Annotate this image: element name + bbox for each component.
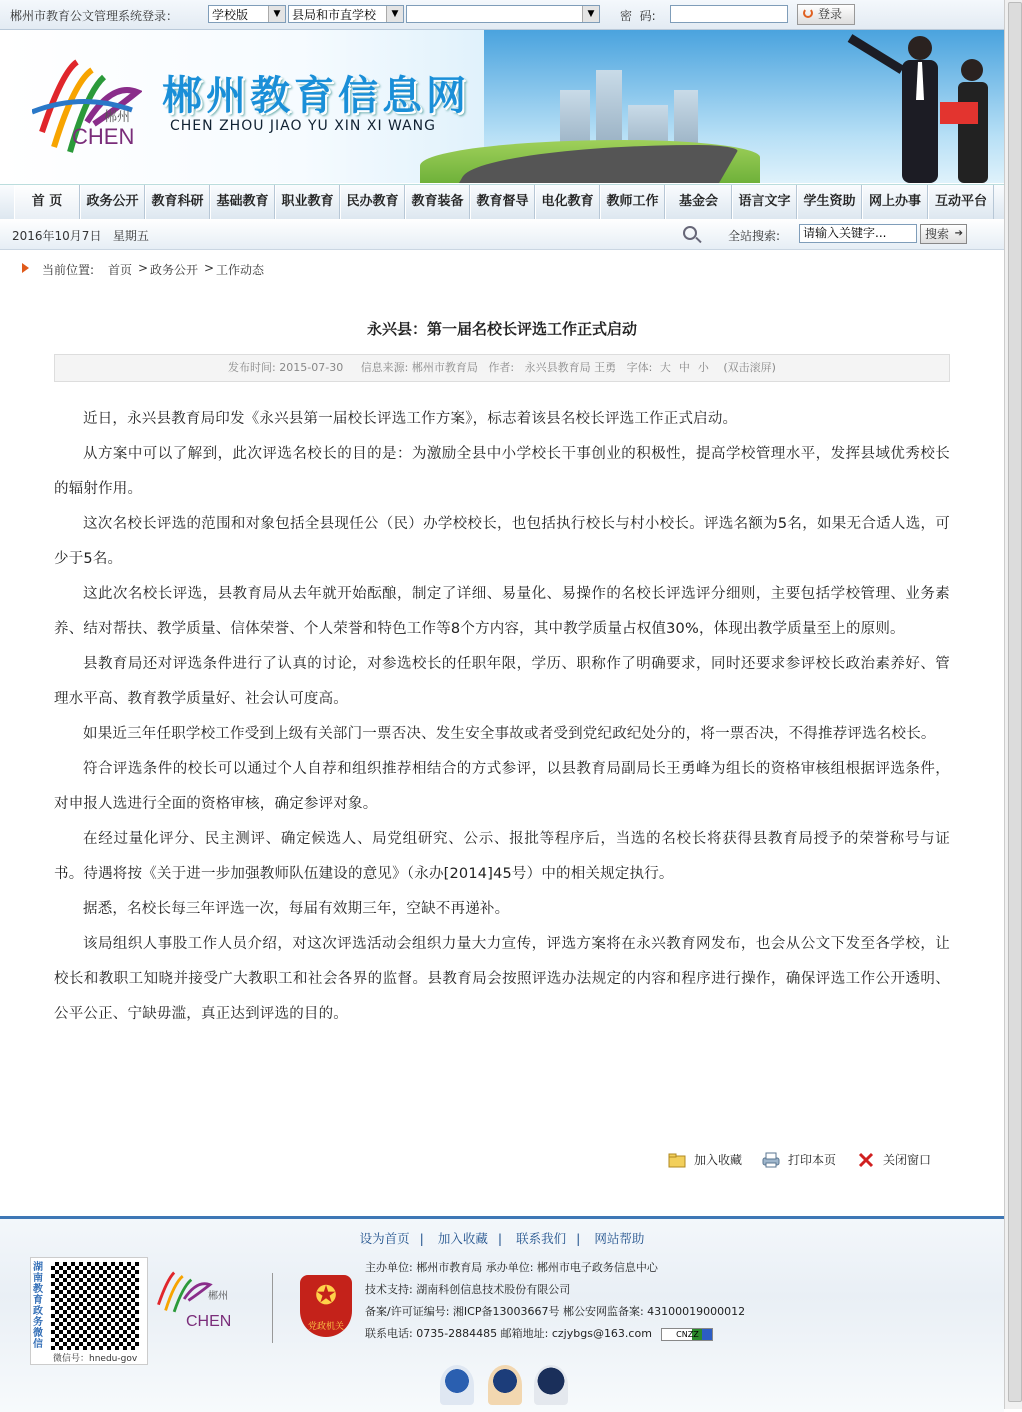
site-subtitle: CHEN ZHOU JIAO YU XIN XI WANG — [170, 118, 437, 134]
version-select-value: 学校版 — [212, 8, 249, 22]
unit-select[interactable] — [288, 5, 404, 23]
nav-item-supervision[interactable]: 教育督导 — [470, 185, 535, 219]
chevron-down-icon: ▼ — [582, 6, 599, 22]
current-date: 2016年10月7日 星期五 — [12, 229, 149, 243]
footer-contact — [365, 1325, 713, 1341]
school-select[interactable] — [406, 5, 600, 23]
people-illustration-icon — [840, 30, 990, 183]
nav-item-interactive[interactable]: 互动平台 — [928, 185, 994, 219]
scrollbar-thumb[interactable] — [1008, 2, 1022, 1402]
article-paragraph: 县教育局还对评选条件进行了认真的讨论，对参选校长的任职年限，学历、职称作了明确要求，同时还要求参评校长政治素养好、管理水平高、教育教学质量好、社会认可度高。 — [54, 656, 950, 707]
nav-item-teachers[interactable]: 教师工作 — [600, 185, 665, 219]
add-favorite-link[interactable] — [668, 1150, 742, 1170]
footer-contact-text: 联系电话: 0735-2884485 邮箱地址: czjybgs@163.com — [365, 1327, 652, 1340]
nav-item-language[interactable]: 语言文字 — [732, 185, 797, 219]
font-large-button[interactable]: 大 — [659, 361, 671, 374]
source-value: 郴州市教育局 — [411, 361, 478, 374]
date-search-bar — [0, 219, 1004, 250]
password-field[interactable] — [670, 5, 788, 23]
search-icon — [683, 226, 697, 240]
article-paragraph: 符合评选条件的校长可以通过个人自荐和组织推荐相结合的方式参评，以县教育局副局长王勇峰为组长的资格审核组根据评选条件，对申报人选进行全面的资格审核，确定参评对象。 — [54, 761, 950, 812]
article-meta — [54, 354, 950, 382]
nav-item-private[interactable]: 民办教育 — [340, 185, 405, 219]
login-label: 郴州市教育公文管理系统登录： — [10, 9, 179, 23]
arrow-right-icon — [22, 263, 29, 273]
article-body — [54, 402, 950, 1032]
cyber-police-icon[interactable] — [534, 1365, 568, 1405]
article-paragraph: 从方案中可以了解到，此次评选名校长的目的是：为激励全县中小学校长干事创业的积极性，提高学校管理水平，发挥县域优秀校长的辐射作用。 — [54, 446, 950, 497]
author-value: 永兴县教育局 王勇 — [524, 361, 617, 374]
source-label: 信息来源: — [360, 361, 409, 374]
article-title: 永兴县：第一届名校长评选工作正式启动 — [366, 320, 637, 338]
article-paragraph: 近日，永兴县教育局印发《永兴县第一届校长评选工作方案》，标志着该县名校长评选工作正式启动。 — [83, 411, 738, 427]
logo-chen-text: CHEN — [72, 124, 135, 149]
emblem-icon: ✪ — [315, 1281, 337, 1311]
search-label: 全站搜索: — [728, 229, 781, 243]
scroll-hint: (双击滚屏) — [723, 361, 776, 374]
police-icon[interactable] — [440, 1365, 474, 1405]
article-paragraph: 这次名校长评选的范围和对象包括全县现任公（民）办学校校长，也包括执行校长与村小校长。评选名额为5名，如果无合适人选，可少于5名。 — [54, 516, 950, 567]
article-paragraph: 该局组织人事股工作人员介绍，对这次评选活动会组织力量大力宣传，评选方案将在永兴教育网发布，也会从公文下发至各学校，让校长和教职工知晓并接受广大教职工和社会各界的监督。县教育局会按照评选办法规定的内容和程序进行操作，确保评选工作公开透明、公平公正、宁缺毋滥，真正达到评选的目的。 — [54, 936, 950, 1022]
wechat-qr-card — [30, 1257, 148, 1365]
article-paragraph: 这此次名校长评选，县教育局从去年就开始酝酿，制定了详细、易量化、易操作的名校长评选评分细则，主要包括学校管理、业务素养、结对帮扶、教学质量、信体荣誉、个人荣誉和特色工作等8个方内容，其中教学质量占权值30%，体现出教学质量至上的原则。 — [54, 586, 950, 637]
article-paragraph: 在经过量化评分、民主测评、确定候选人、局党组研究、公示、报批等程序后，当选的名校长将获得县教育局授予的荣誉称号与证书。待遇将按《关于进一步加强教师队伍建设的意见》（永办[2014]45号）中的相关规定执行。 — [54, 831, 950, 882]
qr-caption: 微信号：hnedu-gov — [53, 1354, 138, 1364]
footer-link-contact[interactable]: 联系我们 — [516, 1231, 567, 1246]
nav-item-research[interactable]: 教育科研 — [145, 185, 210, 219]
font-label: 字体: — [626, 361, 653, 374]
breadcrumb-separator: > — [138, 261, 149, 275]
main-nav — [0, 184, 1004, 220]
search-button[interactable] — [920, 224, 967, 244]
breadcrumb-government[interactable]: 政务公开 — [150, 263, 199, 277]
nav-item-home[interactable]: 首 页 — [14, 185, 80, 219]
folder-star-icon — [668, 1152, 686, 1168]
site-title: 郴州教育信息网 — [162, 73, 470, 119]
breadcrumb-prefix: 当前位置: — [42, 263, 95, 277]
footer-link-favorite[interactable]: 加入收藏 — [437, 1231, 488, 1246]
author-label: 作者: — [488, 361, 515, 374]
qr-vertical-text: 湖南教育政务微信 — [33, 1262, 43, 1350]
chevron-down-icon: ▼ — [268, 6, 285, 22]
print-link[interactable] — [762, 1150, 836, 1170]
close-icon — [857, 1152, 875, 1168]
nav-item-e-edu[interactable]: 电化教育 — [535, 185, 600, 219]
breadcrumb-separator: > — [204, 261, 215, 275]
footer-tech-support: 技术支持: 湖南科创信息技术股份有限公司 — [365, 1283, 571, 1296]
cnzz-badge[interactable]: CNZZ — [661, 1328, 713, 1341]
nav-item-vocational[interactable]: 职业教育 — [275, 185, 340, 219]
footer-separator: | — [576, 1231, 581, 1246]
nav-item-foundation[interactable]: 基金会 — [665, 185, 732, 219]
search-button-label: 搜索 — [925, 227, 950, 241]
nav-item-student-aid[interactable]: 学生资助 — [797, 185, 862, 219]
nav-item-online-service[interactable]: 网上办事 — [862, 185, 928, 219]
site-footer — [0, 1216, 1004, 1412]
footer-divider — [272, 1273, 273, 1343]
party-gov-badge[interactable] — [300, 1275, 352, 1337]
print-label: 打印本页 — [788, 1153, 837, 1167]
printer-icon — [762, 1152, 780, 1168]
article-paragraph: 据悉，名校长每三年评选一次，每届有效期三年，空缺不再递补。 — [83, 901, 510, 917]
add-favorite-label: 加入收藏 — [694, 1153, 743, 1167]
published-label: 发布时间: — [228, 361, 276, 374]
font-small-button[interactable]: 小 — [697, 361, 709, 374]
logo-city-text: 郴州 — [104, 110, 131, 125]
breadcrumb-work-news[interactable]: 工作动态 — [216, 263, 265, 277]
chevron-down-icon: ▼ — [386, 6, 403, 22]
footer-logo — [152, 1269, 262, 1339]
footer-separator: | — [419, 1231, 424, 1246]
login-bar — [0, 0, 1004, 30]
breadcrumb-home[interactable]: 首页 — [108, 263, 133, 277]
breadcrumb — [0, 250, 1004, 286]
nav-item-government[interactable]: 政务公开 — [80, 185, 145, 219]
footer-logo-text: CHEN — [186, 1313, 232, 1330]
vertical-scrollbar[interactable] — [1004, 0, 1022, 1409]
badge-text: 党政机关 — [307, 1322, 344, 1332]
footer-links — [0, 1229, 1004, 1247]
close-window-link[interactable] — [857, 1150, 931, 1170]
footer-link-help[interactable]: 网站帮助 — [594, 1231, 645, 1246]
login-button[interactable] — [797, 4, 855, 25]
close-window-label: 关闭窗口 — [883, 1153, 932, 1167]
footer-license: 备案/许可证编号: 湘ICP备13003667号 郴公安网监备案: 43100019000012 — [365, 1305, 746, 1318]
version-select[interactable] — [208, 5, 286, 23]
nav-item-equipment[interactable]: 教育装备 — [405, 185, 470, 219]
footer-host: 主办单位: 郴州市教育局 承办单位: 郴州市电子政务信息中心 — [365, 1261, 658, 1274]
password-label: 密 码: — [620, 9, 656, 23]
font-medium-button[interactable]: 中 — [678, 361, 690, 374]
search-input[interactable]: 请输入关键字... — [799, 224, 917, 243]
footer-separator: | — [497, 1231, 503, 1246]
footer-link-homepage[interactable]: 设为首页 — [359, 1231, 410, 1246]
qr-code-icon — [51, 1262, 139, 1350]
article-paragraph: 如果近三年任职学校工作受到上级有关部门一票否决、发生安全事故或者受到党纪政纪处分的，将一票否决，不得推荐评选名校长。 — [83, 726, 936, 742]
nav-item-basic-edu[interactable]: 基础教育 — [210, 185, 275, 219]
login-button-label: 登录 — [818, 7, 843, 21]
unit-select-value: 县局和市直学校 — [292, 8, 377, 22]
published-date: 2015-07-30 — [279, 361, 344, 374]
footer-logo-city: 郴州 — [208, 1291, 228, 1302]
police-officer-icon[interactable] — [488, 1365, 522, 1405]
site-banner — [0, 30, 1004, 183]
power-icon — [803, 8, 813, 18]
